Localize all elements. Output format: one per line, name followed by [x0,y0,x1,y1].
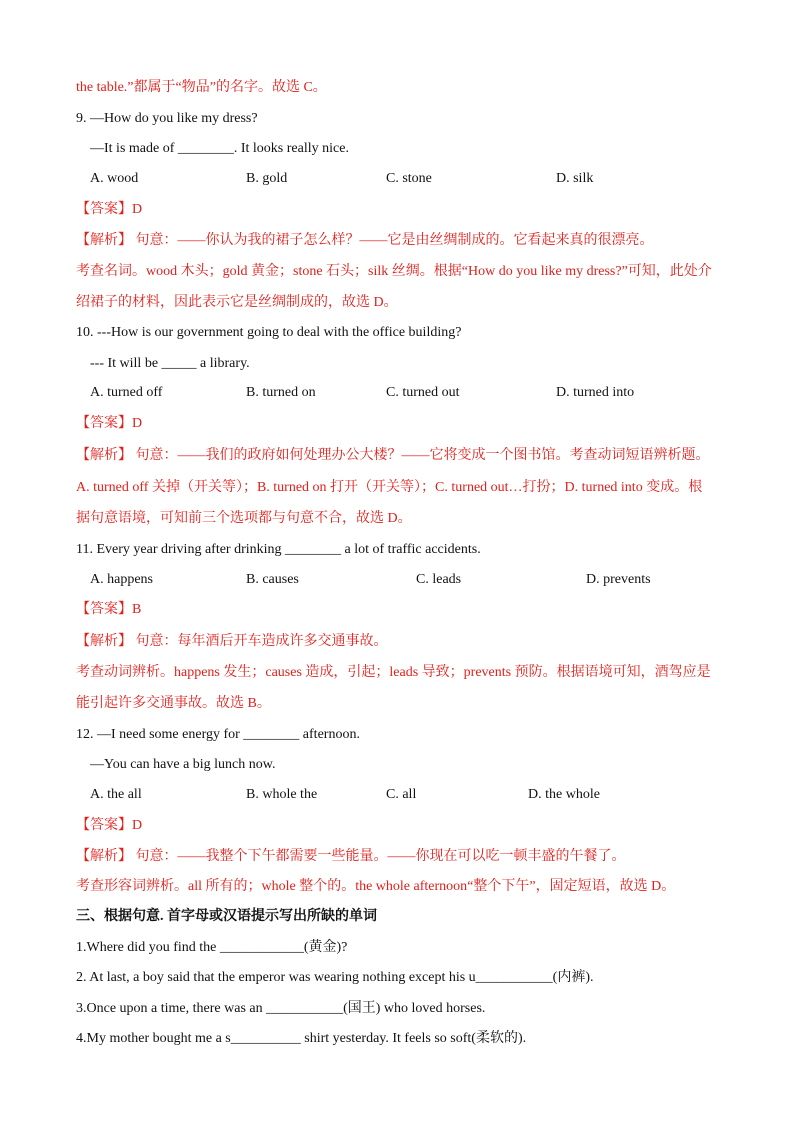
question-11: 11. Every year driving after drinking ________ a lot of traffic accidents. [76,542,481,557]
question-12: 12. —I need some energy for ________ afternoon. [76,727,360,742]
explanation-11-line-1: 【解析】 句意：每年酒后开车造成许多交通事故。 [76,634,388,649]
option-a: A. the all [90,787,142,802]
answer-10: 【答案】D [76,416,143,431]
question-9: 9. —How do you like my dress? [76,111,258,126]
option-c: C. stone [386,171,432,186]
fill-in-4: 4.My mother bought me a s__________ shirt yesterday. It feels so soft(柔软的). [76,1031,527,1046]
question-9-response: —It is made of ________. It looks really nice. [90,141,349,156]
option-b: B. turned on [246,385,316,400]
explanation-12-line-2: 考查形容词辨析。all 所有的；whole 整个的。the whole afternoon“整个下午”，固定短语，故选 D。 [76,879,676,894]
explanation-9-line-2: 考查名词。wood 木头；gold 黄金；stone 石头；silk 丝绸。根据“How do you like my dress?”可知，此处介 [76,264,712,279]
explanation-10-line-2: A. turned off 关掉（开关等）；B. turned on 打开（开关等）；C. turned out…打扮；D. turned into 变成。根 [76,480,703,495]
question-12-response: —You can have a big lunch now. [90,757,276,772]
fill-in-1: 1.Where did you find the ____________(黄金)? [76,940,348,955]
option-b: B. causes [246,572,299,587]
explanation-12-line-1: 【解析】 句意：——我整个下午都需要一些能量。——你现在可以吃一顿丰盛的午餐了。 [76,849,626,864]
option-d: D. turned into [556,385,635,400]
text-line: the table.”都属于“物品”的名字。故选 C。 [76,80,327,95]
answer-9: 【答案】D [76,202,143,217]
option-c: C. turned out [386,385,460,400]
section-heading: 三、根据句意. 首字母或汉语提示写出所缺的单词 [76,909,377,924]
option-c: C. all [386,787,417,802]
question-12-options [90,785,740,805]
option-b: B. whole the [246,787,318,802]
question-9-options [90,169,740,189]
explanation-10-line-1: 【解析】 句意：——我们的政府如何处理办公大楼？——它将变成一个图书馆。考查动词短语辨析题。 [76,448,710,463]
fill-in-3: 3.Once upon a time, there was an ___________(国王) who loved horses. [76,1001,486,1016]
option-c: C. leads [416,572,462,587]
option-d: D. prevents [586,572,651,587]
question-10-response: --- It will be _____ a library. [90,356,250,371]
option-a: A. turned off [90,385,163,400]
answer-11: 【答案】B [76,602,142,617]
explanation-11-line-3: 能引起许多交通事故。故选 B。 [76,696,271,711]
option-a: A. wood [90,171,139,186]
option-d: D. silk [556,171,594,186]
explanation-11-line-2: 考查动词辨析。happens 发生；causes 造成，引起；leads 导致；prevents 预防。根据语境可知，酒驾应是 [76,665,711,680]
question-11-options [90,570,740,590]
explanation-10-line-3: 据句意语境，可知前三个选项都与句意不合，故选 D。 [76,511,412,526]
option-b: B. gold [246,171,288,186]
option-d: D. the whole [528,787,600,802]
explanation-9-line-3: 绍裙子的材料，因此表示它是丝绸制成的，故选 D。 [76,295,398,310]
fill-in-2: 2. At last, a boy said that the emperor was wearing nothing except his u___________(内裤). [76,970,594,985]
option-a: A. happens [90,572,153,587]
explanation-9-line-1: 【解析】 句意：——你认为我的裙子怎么样？——它是由丝绸制成的。它看起来真的很漂亮。 [76,233,654,248]
question-10: 10. ---How is our government going to deal with the office building? [76,325,462,340]
question-10-options [90,383,740,403]
answer-12: 【答案】D [76,818,143,833]
